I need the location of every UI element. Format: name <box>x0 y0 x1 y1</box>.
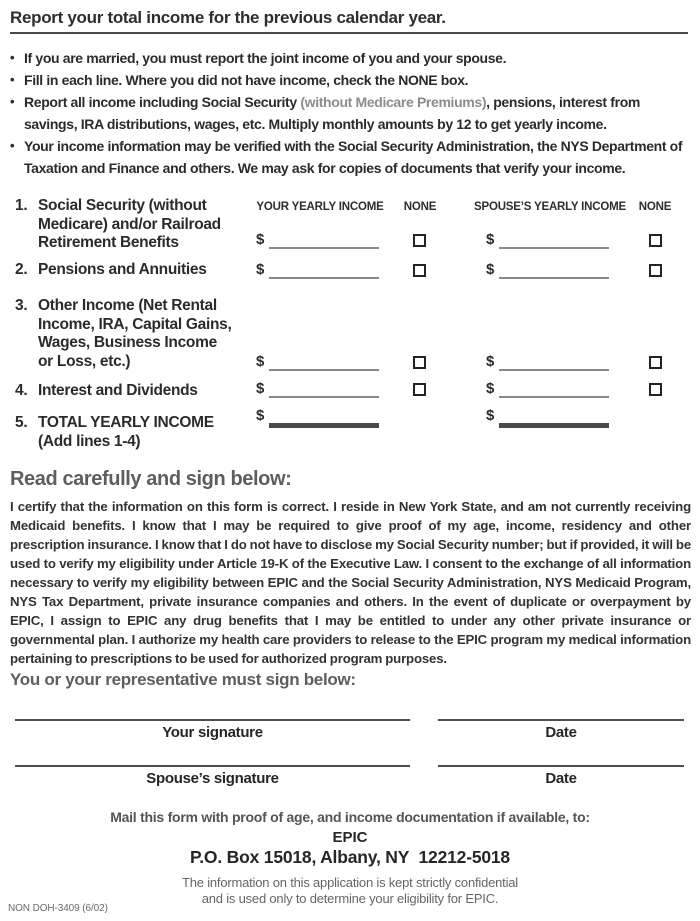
your-total-income-field[interactable] <box>256 405 379 425</box>
bullet-icon: • <box>10 72 15 87</box>
row-number: 1. <box>15 197 28 214</box>
spouse-income-field-row3[interactable] <box>486 351 609 371</box>
your-income-value-line[interactable] <box>269 354 379 371</box>
dollar-sign: $ <box>256 380 265 397</box>
mail-instruction: Mail this form with proof of age, and income documentation if available, to: <box>110 809 590 825</box>
spouse-income-value-line[interactable] <box>499 262 609 279</box>
bullet-icon: • <box>10 138 15 153</box>
your-total-value-line[interactable] <box>269 408 379 425</box>
total-sublabel: (Add lines 1-4) <box>38 432 141 450</box>
none-checkbox-spouse-row1[interactable] <box>649 234 662 247</box>
confidentiality-note-line2: and is used only to determine your eligibility for EPIC. <box>201 891 499 906</box>
none-checkbox-your-row1[interactable] <box>413 234 426 247</box>
spouse-income-field-row2[interactable] <box>486 259 609 279</box>
instructions-list <box>10 47 694 179</box>
your-signature-label: Your signature <box>162 724 263 741</box>
row-number: 5. <box>15 414 28 431</box>
dollar-sign: $ <box>486 407 495 424</box>
dollar-sign: $ <box>486 353 495 370</box>
instruction-text <box>24 91 694 135</box>
column-header-your-income: YOUR YEARLY INCOME <box>256 201 384 213</box>
spouse-income-field-row1[interactable] <box>486 229 609 249</box>
column-header-spouse-income: SPOUSE’S YEARLY INCOME <box>474 201 626 213</box>
mailing-block <box>0 809 700 907</box>
column-header-none-your: NONE <box>403 201 437 213</box>
page-title: Report your total income for the previous calendar year. <box>10 8 446 27</box>
row-label-text: Other Income (Net Rental Income, IRA, Capital Gains, Wages, Business Income or Loss, etc.) <box>38 297 232 370</box>
instruction-text-part: , pensions, interest from savings, IRA distributions, wages, etc. Multiply monthly amounts by 12 to get yearly income. <box>24 94 640 132</box>
instruction-text: If you are married, you must report the joint income of you and your spouse. <box>24 50 507 66</box>
form-code: NON DOH-3409 (6/02) <box>8 903 108 914</box>
spouse-income-field-row4[interactable] <box>486 378 609 398</box>
instruction-item <box>10 91 694 135</box>
bullet-icon: • <box>10 94 15 109</box>
bullet-icon: • <box>10 50 15 65</box>
dollar-sign: $ <box>486 231 495 248</box>
instruction-item <box>10 135 694 179</box>
instruction-text-gray: (without Medicare Premiums) <box>300 94 487 110</box>
spouse-signature-label: Spouse’s signature <box>146 770 279 787</box>
confidentiality-note-line1: The information on this application is kept strictly confidential <box>181 875 518 890</box>
signature-row-spouse <box>15 765 684 787</box>
spouse-income-value-line[interactable] <box>499 232 609 249</box>
dollar-sign: $ <box>256 407 265 424</box>
your-income-field-row2[interactable] <box>256 259 379 279</box>
your-date-label: Date <box>545 724 577 741</box>
row-label-text: Pensions and Annuities <box>38 261 207 278</box>
instruction-item <box>10 47 694 69</box>
income-row-label <box>15 382 235 401</box>
spouse-total-income-field[interactable] <box>486 405 609 425</box>
dollar-sign: $ <box>256 231 265 248</box>
none-checkbox-spouse-row4[interactable] <box>649 383 662 396</box>
dollar-sign: $ <box>256 261 265 278</box>
your-date-line[interactable] <box>438 719 684 741</box>
signature-row-your <box>15 719 684 741</box>
dollar-sign: $ <box>486 261 495 278</box>
spouse-date-line[interactable] <box>438 765 684 787</box>
income-table <box>0 195 700 450</box>
your-income-field-row1[interactable] <box>256 229 379 249</box>
your-income-field-row3[interactable] <box>256 351 379 371</box>
your-income-field-row4[interactable] <box>256 378 379 398</box>
spouse-date-label: Date <box>545 770 577 787</box>
none-checkbox-your-row3[interactable] <box>413 356 426 369</box>
title-rule <box>10 32 688 34</box>
instruction-item <box>10 69 694 91</box>
mail-recipient-name: EPIC <box>332 829 368 846</box>
none-checkbox-spouse-row2[interactable] <box>649 264 662 277</box>
income-row-label <box>15 197 235 253</box>
instruction-text-part: Report all income including Social Security <box>24 94 301 110</box>
row-label-text: Social Security (without Medicare) and/or Railroad Retirement Benefits <box>38 197 221 251</box>
income-row-label <box>15 297 235 371</box>
income-row-label <box>15 414 235 451</box>
row-number: 4. <box>15 382 28 399</box>
your-income-value-line[interactable] <box>269 232 379 249</box>
certification-paragraph: I certify that the information on this form is correct. I reside in New York State, and am not currently receiving Medicaid benefits. I know that I may be required to give proof of my age, income, residency and other prescription insurance. I know that I do not have to disclose my Social Security number; but if provided, it will be used to verify my eligibility under Article 19-K of the Executive Law. I consent to the exchange of all information necessary to verify my eligibility between EPIC and the Social Security Administration, NYS Medicaid Program, NYS Tax Department, private insurance companies and others. In the event of duplicate or overpayment by EPIC, I assign to EPIC any drug benefits that I may be entitled to under any other private insurance or governmental plan. I authorize my health care providers to release to the EPIC program my medical information pertaining to prescriptions to be used for authorized program purposes. <box>10 499 691 666</box>
row-label-text: Interest and Dividends <box>38 382 198 399</box>
spouse-signature-line[interactable] <box>15 765 410 787</box>
representative-sign-heading: You or your representative must sign below: <box>10 670 356 689</box>
column-header-none-spouse: NONE <box>638 201 672 213</box>
instruction-text: Fill in each line. Where you did not have income, check the NONE box. <box>24 72 469 88</box>
none-checkbox-spouse-row3[interactable] <box>649 356 662 369</box>
your-income-value-line[interactable] <box>269 262 379 279</box>
read-and-sign-heading: Read carefully and sign below: <box>10 468 292 490</box>
total-label: TOTAL YEARLY INCOME <box>38 414 214 431</box>
row-number: 2. <box>15 261 28 278</box>
mail-address: P.O. Box 15018, Albany, NY 12212-5018 <box>190 847 510 867</box>
spouse-income-value-line[interactable] <box>499 354 609 371</box>
instruction-text: Your income information may be verified with the Social Security Administration, the NYS Department of Taxation and Finance and others. We may ask for copies of documents that verify your income. <box>24 138 683 176</box>
dollar-sign: $ <box>486 380 495 397</box>
income-row-label <box>15 261 235 280</box>
none-checkbox-your-row4[interactable] <box>413 383 426 396</box>
dollar-sign: $ <box>256 353 265 370</box>
row-label-text <box>38 414 235 451</box>
spouse-income-value-line[interactable] <box>499 381 609 398</box>
your-signature-line[interactable] <box>15 719 410 741</box>
row-number: 3. <box>15 297 28 314</box>
your-income-value-line[interactable] <box>269 381 379 398</box>
none-checkbox-your-row2[interactable] <box>413 264 426 277</box>
spouse-total-value-line[interactable] <box>499 408 609 425</box>
